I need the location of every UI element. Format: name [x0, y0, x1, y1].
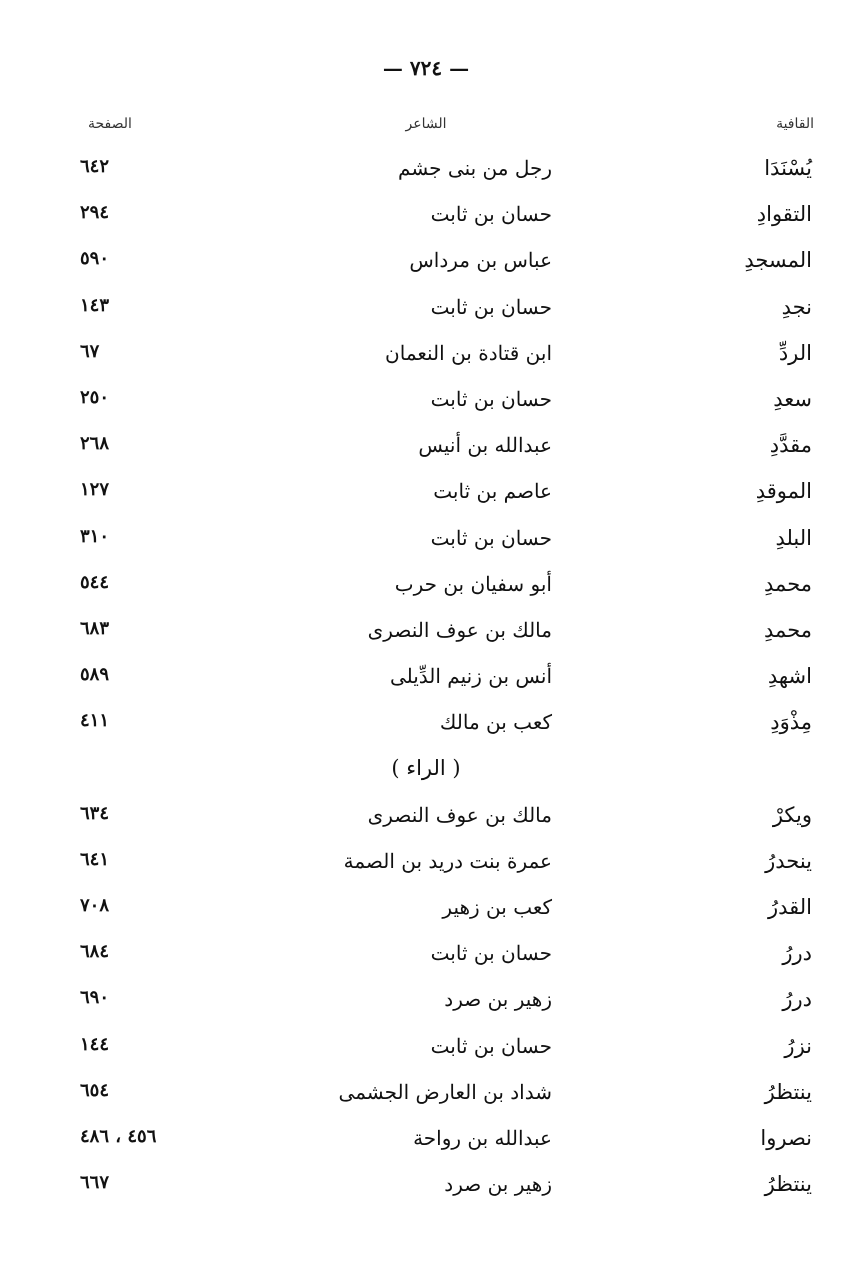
- page-cell: ٢٥٠: [80, 386, 110, 408]
- poet-cell: أبو سفيان بن حرب: [394, 571, 552, 596]
- table-row: [0, 248, 852, 294]
- header-qafiya: القافية: [776, 116, 814, 132]
- poet-cell: كعب بن مالك: [439, 710, 552, 735]
- table-row: [0, 1126, 852, 1172]
- qafiya-cell: سعدِ: [773, 386, 812, 411]
- page-cell: ١٤٤: [80, 1033, 110, 1055]
- poet-cell: حسان بن ثابت: [430, 941, 552, 966]
- page-cell: ٢٩٤: [80, 202, 110, 224]
- qafiya-cell: دررُ: [782, 941, 812, 966]
- poet-cell: عاصم بن ثابت: [433, 479, 552, 504]
- table-row: [0, 433, 852, 479]
- poet-cell: أنس بن زنيم الدِّيلى: [389, 664, 552, 689]
- qafiya-cell: ينحدرُ: [765, 848, 812, 873]
- poet-cell: كعب بن زهير: [442, 895, 552, 919]
- poet-cell: عبدالله بن أنيس: [418, 433, 552, 458]
- poet-cell: ابن قتادة بن النعمان: [385, 340, 552, 365]
- table-row: [0, 479, 852, 525]
- table-row: [0, 664, 852, 710]
- qafiya-cell: القدرُ: [767, 895, 812, 919]
- table-row: [0, 202, 852, 248]
- qafiya-cell: نصروا: [760, 1125, 812, 1150]
- page-cell: ٣١٠: [80, 525, 110, 547]
- table-row: [0, 895, 852, 941]
- qafiya-cell: محمدِ: [764, 617, 812, 642]
- page-cell: ٥٤٤: [80, 571, 110, 593]
- page-cell: ١٤٣: [80, 294, 110, 316]
- poet-cell: عبدالله بن رواحة: [413, 1125, 552, 1150]
- poet-cell: زهير بن صرد: [444, 987, 552, 1012]
- page-cell: ٦٩٠: [80, 987, 110, 1009]
- page-cell: ١٢٧: [80, 479, 110, 501]
- table-row: [0, 387, 852, 433]
- table-row: [0, 987, 852, 1033]
- poet-cell: رجل من بنى جشم: [398, 156, 552, 180]
- index-table: [0, 156, 852, 1218]
- table-row: [0, 803, 852, 849]
- poet-cell: حسان بن ثابت: [430, 1033, 552, 1058]
- qafiya-cell: الردِّ: [778, 340, 812, 365]
- poet-cell: حسان بن ثابت: [430, 294, 552, 319]
- table-row: [0, 618, 852, 664]
- qafiya-cell: نزرُ: [784, 1033, 812, 1058]
- qafiya-cell: المسجدِ: [744, 248, 812, 273]
- table-row: [0, 1172, 852, 1218]
- qafiya-cell: يُسْنَدَا: [764, 156, 812, 180]
- page-number: — ٧٢٤ —: [382, 56, 470, 80]
- page-cell: ٦٧: [80, 340, 100, 362]
- table-row: [0, 1034, 852, 1080]
- qafiya-cell: دررُ: [782, 987, 812, 1012]
- table-row: [0, 572, 852, 618]
- page-cell: ٥٨٩: [80, 664, 110, 686]
- table-row: [0, 526, 852, 572]
- table-row: [0, 295, 852, 341]
- page-cell: ٦٦٧: [80, 1172, 110, 1194]
- header-page: الصفحة: [88, 116, 132, 132]
- page-cell: ٤١١: [80, 710, 110, 732]
- page-cell: ٦٤١: [80, 848, 110, 870]
- poet-cell: حسان بن ثابت: [430, 525, 552, 550]
- poet-cell: عمرة بنت دريد بن الصمة: [343, 848, 552, 873]
- qafiya-cell: محمدِ: [764, 571, 812, 596]
- table-row: [0, 1080, 852, 1126]
- poet-cell: مالك بن عوف النصرى: [367, 802, 552, 827]
- page-cell: ٧٠٨: [80, 895, 110, 916]
- table-row: [0, 341, 852, 387]
- table-row: [0, 710, 852, 756]
- qafiya-cell: ينتظرُ: [764, 1172, 812, 1197]
- page-cell: ٦٨٣: [80, 617, 110, 639]
- qafiya-cell: ويكرْ: [772, 802, 812, 827]
- qafiya-cell: ينتظرُ: [764, 1079, 812, 1104]
- page-cell: ٦٨٤: [80, 941, 110, 963]
- qafiya-cell: التقوادِ: [756, 202, 812, 227]
- page-cell: ٦٣٤: [80, 802, 110, 824]
- qafiya-cell: مقدَّدِ: [769, 433, 812, 458]
- qafiya-cell: نجدِ: [781, 294, 812, 319]
- section-heading: ( الراء ): [391, 756, 461, 781]
- page-cell: ٦٥٤: [80, 1079, 110, 1101]
- poet-cell: حسان بن ثابت: [430, 386, 552, 411]
- page-cell: ٥٩٠: [80, 248, 110, 270]
- poet-cell: زهير بن صرد: [444, 1172, 552, 1197]
- page-cell: ٢٦٨: [80, 433, 110, 455]
- poet-cell: عباس بن مرداس: [409, 248, 552, 273]
- qafiya-cell: مِذْوَدِ: [770, 710, 812, 735]
- poet-cell: شداد بن العارض الجشمى: [338, 1079, 552, 1104]
- header-poet: الشاعر: [405, 116, 447, 132]
- poet-cell: حسان بن ثابت: [430, 202, 552, 227]
- qafiya-cell: البلدِ: [775, 525, 812, 550]
- table-row: [0, 156, 852, 202]
- table-row: [0, 941, 852, 987]
- page-cell: ٤٥٦ ، ٤٨٦: [80, 1125, 157, 1147]
- qafiya-cell: الموقدِ: [755, 479, 812, 504]
- qafiya-cell: اشهدِ: [767, 664, 812, 689]
- table-row: [0, 849, 852, 895]
- page-cell: ٦٤٢: [80, 156, 110, 177]
- section-heading-row: [0, 756, 852, 802]
- poet-cell: مالك بن عوف النصرى: [367, 617, 552, 642]
